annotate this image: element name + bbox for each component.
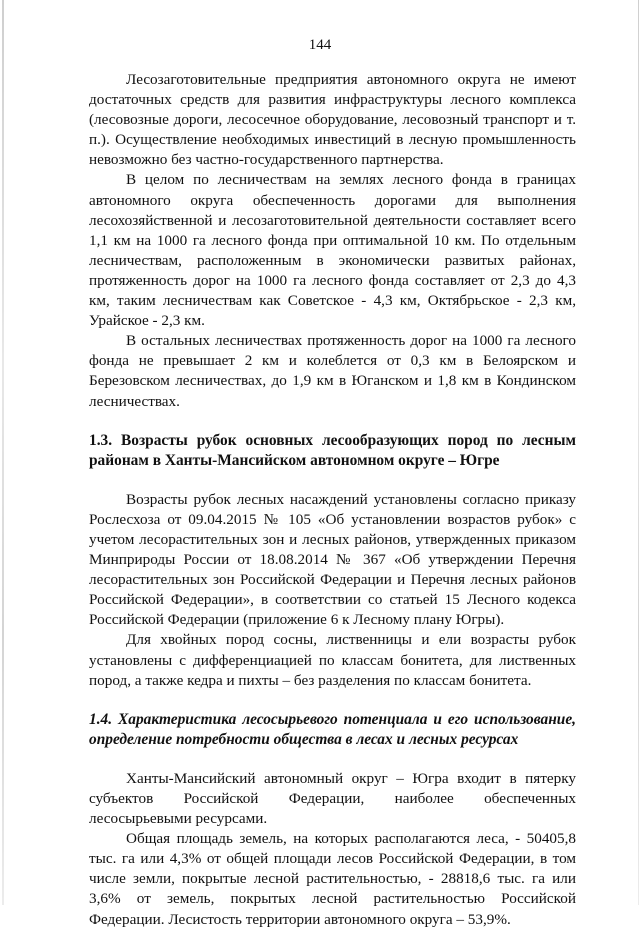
paragraph: Общая площадь земель, на которых располагаются леса, - 50405,8 тыс. га или 4,3% от общей площади лесов Российской Федерации, в том числе земли, покрытые лесной растительностью, - 28818,6 тыс. га или 3,6% от земель, покрытых лесной растительностью Российской Федерации. Лесистость территории автономного округа – 53,9%. (89, 830, 576, 928)
section-heading-1-3: 1.3. Возрасты рубок основных лесообразующих пород по лесным районам в Ханты-Мансийском автономном округе – Югре (89, 431, 576, 469)
page-number: 144 (308, 37, 332, 53)
paragraph: Возрасты рубок лесных насаждений установлены согласно приказу Рослесхоза от 09.04.2015 № 105 «Об установлении возрастов рубок» с учетом лесорастительных зон и лесных районов, утвержденных приказом Минприроды России от 18.08.2014 № 367 «Об утверждении Перечня лесорастительных зон Российской Федерации и Перечня лесных районов Российской Федерации», в соответствии со статьей 15 Лесного кодекса Российской Федерации (приложение 6 к Лесному плану Югры). (89, 490, 576, 629)
paragraph: Ханты-Мансийский автономный округ – Югра входит в пятерку субъектов Российской Федерации, наиболее обеспеченных лесосырьевыми ресурсами. (89, 769, 576, 828)
paragraph: Лесозаготовительные предприятия автономного округа не имеют достаточных средств для развития инфраструктуры лесного комплекса (лесовозные дороги, лесосечное оборудование, лесовозный транспорт и т. п.). Осуществление необходимых инвестиций в лесную промышленность невозможно без частно-государственного партнерства. (89, 71, 576, 169)
scan-right-edge (638, 0, 639, 905)
scan-left-edge (2, 0, 4, 905)
section-heading-1-4: 1.4. Характеристика лесосырьевого потенциала и его использование, определение потребности общества в лесах и лесных ресурсах (89, 710, 576, 748)
document-body (89, 70, 576, 930)
paragraph: Для хвойных пород сосны, лиственницы и ели возрасты рубок установлены с дифференциацией по классам бонитета, для лиственных пород, а также кедра и пихты – без разделения по классам бонитета. (89, 631, 576, 689)
paragraph: В остальных лесничествах протяженность дорог на 1000 га лесного фонда не превышает 2 км и колеблется от 0,3 км в Белоярском и Березовском лесничествах, до 1,9 км в Юганском и 1,8 км в Кондинском лесничествах. (89, 332, 576, 410)
paragraph: В целом по лесничествам на землях лесного фонда в границах автономного округа обеспеченность дорогами для выполнения лесохозяйственной и лесозаготовительной деятельности составляет всего 1,1 км на 1000 га лесного фонда при оптимальной 10 км. По отдельным лесничествам, расположенным в экономически развитых районах, протяженность дорог на 1000 га лесного фонда составляет от 2,3 до 4,3 км, таким лесничествам как Советское - 4,3 км, Октябрьское - 2,3 км, Урайское - 2,3 км. (89, 171, 576, 330)
